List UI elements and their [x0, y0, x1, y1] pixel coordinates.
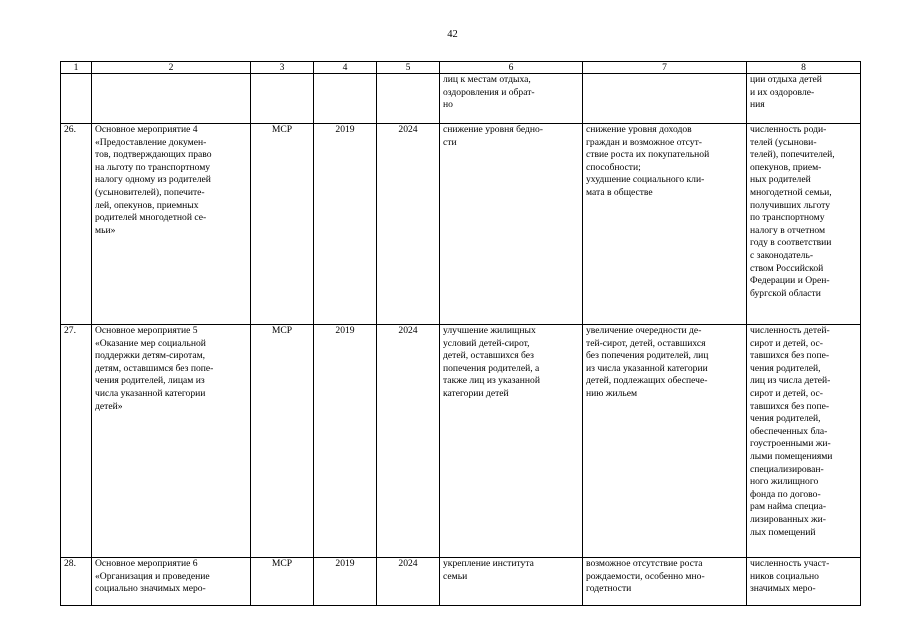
cell-consequences: возможное отсутствие роста рождаемости, особенно мно- годетности: [583, 558, 747, 606]
cell-end-year: 2024: [377, 124, 440, 325]
activities-table: [60, 61, 861, 606]
cell-start-year: 2019: [314, 325, 377, 558]
table-row: [61, 124, 861, 325]
cell-number: 26.: [61, 124, 92, 325]
cell-indicator: численность роди- телей (усынови- телей), попечителей, опекунов, прием- ных родителей многодетной семьи, получивших льготу по транспортному налогу в отчетном году в соответствии с законодатель- ством Российской Федерации и Орен- бургской области: [747, 124, 861, 325]
column-header: 3: [251, 62, 314, 74]
cell-empty: [61, 74, 92, 124]
cell-result: снижение уровня бедно- сти: [440, 124, 583, 325]
column-header: 7: [583, 62, 747, 74]
cell-number: 28.: [61, 558, 92, 606]
cell-executor: МСР: [251, 558, 314, 606]
cell-end-year: 2024: [377, 558, 440, 606]
column-header: 8: [747, 62, 861, 74]
cell-executor: МСР: [251, 325, 314, 558]
cell-activity: Основное мероприятие 5 «Оказание мер социальной поддержки детям-сиротам, детям, оставшимся без попе- чения родителей, лицам из числа указанной категории детей»: [92, 325, 251, 558]
cell-empty: [314, 74, 377, 124]
cell-activity: Основное мероприятие 4 «Предоставление докумен- тов, подтверждающих право на льготу по транспортному налогу одному из родителей (усыновителей), попечите- лей, опекунов, приемных родителей многодетной се- мьи»: [92, 124, 251, 325]
cell-indicator: численность участ- ников социально значимых меро-: [747, 558, 861, 606]
column-header: 4: [314, 62, 377, 74]
column-header: 2: [92, 62, 251, 74]
cell-result: укрепление института семьи: [440, 558, 583, 606]
cell-executor: МСР: [251, 124, 314, 325]
cell-number: 27.: [61, 325, 92, 558]
cell-start-year: 2019: [314, 124, 377, 325]
column-header: 5: [377, 62, 440, 74]
table-row: [61, 325, 861, 558]
table-row: [61, 558, 861, 606]
page-number: 42: [447, 29, 458, 40]
cell-empty: [377, 74, 440, 124]
cell-result: улучшение жилищных условий детей-сирот, детей, оставшихся без попечения родителей, а также лиц из указанной категории детей: [440, 325, 583, 558]
cell-empty: [251, 74, 314, 124]
continuation-row: [61, 74, 861, 124]
cell-indicator: ции отдыха детей и их оздоровле- ния: [747, 74, 861, 124]
cell-empty: [583, 74, 747, 124]
cell-end-year: 2024: [377, 325, 440, 558]
cell-empty: [92, 74, 251, 124]
cell-indicator: численность детей- сирот и детей, ос- тавшихся без попе- чения родителей, лиц из числа детей- сирот и детей, ос- тавшихся без попе- чения родителей, обеспеченных бла- гоустроенными жи- лыми помещениями специализирован- ного жилищного фонда по догово- рам найма специа- лизированных жи- лых помещений: [747, 325, 861, 558]
column-number-row: [61, 62, 861, 74]
cell-start-year: 2019: [314, 558, 377, 606]
column-header: 6: [440, 62, 583, 74]
column-header: 1: [61, 62, 92, 74]
cell-result: лиц к местам отдыха, оздоровления и обрат- но: [440, 74, 583, 124]
cell-consequences: снижение уровня доходов граждан и возможное отсут- ствие роста их покупательной способности; ухудшение социального кли- мата в обществе: [583, 124, 747, 325]
cell-activity: Основное мероприятие 6 «Организация и проведение социально значимых меро-: [92, 558, 251, 606]
cell-consequences: увеличение очередности де- тей-сирот, детей, оставшихся без попечения родителей, лиц из числа указанной категории детей, подлежащих обеспече- нию жильем: [583, 325, 747, 558]
